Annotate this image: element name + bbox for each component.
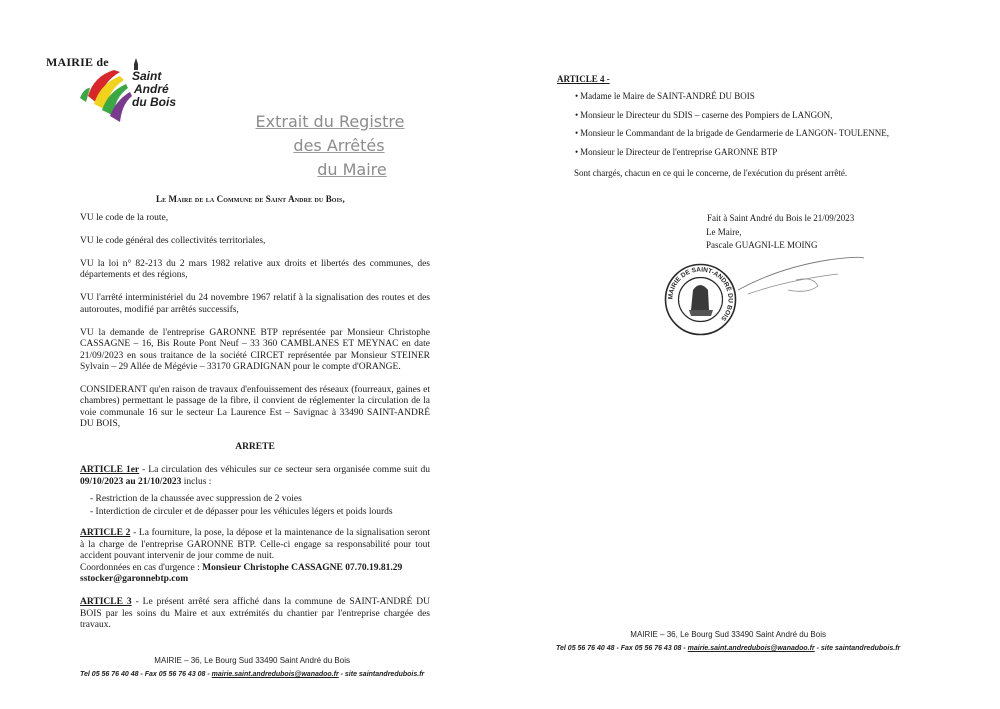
right-footer (556, 628, 900, 656)
article-1-text-end: inclus : (181, 476, 212, 487)
footer-contact (80, 668, 424, 682)
vu-clause: VU le code de la route, (80, 213, 169, 223)
footer-site: - site saintandredubois.fr (338, 671, 425, 678)
article-1-label: ARTICLE 1er (80, 465, 140, 476)
footer-address: MAIRIE – 36, Le Bourg Sud 33490 Saint André du Bois (630, 630, 826, 639)
vu-clause: VU l'arrêté interministériel du 24 novembre 1967 relatif à la signalisation des routes et des autoroutes, modifié par arrêtés successifs, (80, 293, 430, 315)
execution-clause: Sont chargés, chacun en ce qui le concerne, de l'exécution du présent arrêté. (574, 168, 848, 178)
arrete-heading: ARRETE (235, 442, 275, 453)
footer-email-link[interactable]: mairie.saint.andredubois@wanadoo.fr (687, 645, 815, 652)
signatory-role: Le Maire, (706, 226, 742, 237)
footer-contact (556, 642, 900, 656)
place-date: Fait à Saint André du Bois le 21/09/2023 (707, 213, 855, 223)
register-title-line: des Arrêtés (293, 136, 385, 155)
vu-clause: VU la loi n° 82-213 du 2 mars 1982 relative aux droits et libertés des communes, des départements et des régions, (80, 258, 430, 281)
left-footer (80, 654, 424, 682)
article-2-text: - La fourniture, la pose, la dépose et la maintenance de la signalisation seront à la charge de l'entreprise GARONNE BTP. Celle-ci engage sa responsabilité pour tout accident pouvant intervenir de jour comme de nuit. (80, 528, 430, 562)
mairie-stamp-icon (663, 262, 738, 337)
arrete-body (80, 213, 430, 643)
contact-prefix: Coordonnées en cas d'urgence : (80, 562, 203, 573)
vu-clause: VU le code général des collectivités territoriales, (80, 235, 266, 246)
logo-mairie-label: MAIRIE de (46, 55, 109, 69)
logo-town-name (132, 70, 176, 109)
recipient-item: • Monsieur le Commandant de la brigade de Gendarmerie de LANGON- TOULENNE, (575, 124, 889, 143)
article-3-label: ARTICLE 3 (80, 597, 132, 608)
article-2-contact (80, 563, 430, 575)
recipient-item: • Monsieur le Directeur de l'entreprise GARONNE BTP (575, 143, 889, 162)
logo-town-line: du Bois (132, 95, 176, 109)
restriction-item: - Interdiction de circuler et de dépasser pour les véhicules légers et poids lourds (90, 506, 393, 517)
logo-town-line: André (134, 82, 169, 96)
article-3 (80, 597, 430, 632)
article-2 (80, 528, 430, 563)
signatory-name: Pascale GUAGNI-LE MOING (706, 240, 818, 250)
register-title-line: Extrait du Registre (255, 112, 405, 131)
logo-town-line: Saint (132, 69, 162, 83)
article-3-text: - Le présent arrêté sera affiché dans la commune de SAINT-ANDRÉ DU BOIS par les soins du Maire et aux extrémités du chantier par l'entreprise chargée des travaux. (80, 597, 430, 631)
right-page (500, 0, 1000, 709)
register-title-line: du Maire (317, 160, 387, 179)
contact-name: Monsieur Christophe CASSAGNE 07.70.19.81.29 (202, 562, 403, 573)
register-title (240, 110, 420, 182)
article-2-label: ARTICLE 2 (80, 528, 131, 539)
vu-clause: VU la demande de l'entreprise GARONNE BTP représentée par Monsieur Christophe CASSAGNE – 16, Bis Route Pont Neuf – 33 360 CAMBLANES ET MEYNAC en date 21/09/2023 en sous traitance de la société CIRCET représentée par Monsieur STEINER Sylvain – 29 Allée de Mégévie – 33170 GRADIGNAN pour le compte d'ORANGE. (80, 327, 430, 373)
footer-site: - site saintandredubois.fr (814, 645, 901, 652)
footer-address: MAIRIE – 36, Le Bourg Sud 33490 Saint André du Bois (154, 656, 350, 665)
recipient-item: • Madame le Maire de SAINT-ANDRÉ DU BOIS (575, 87, 889, 106)
article-1 (80, 465, 430, 488)
article-4-label: ARTICLE 4 - (557, 74, 610, 84)
article-1-restrictions (80, 494, 430, 518)
footer-phone-fax: Tel 05 56 76 40 48 - Fax 05 56 76 43 08 - (556, 645, 688, 652)
restriction-item: - Restriction de la chaussée avec suppression de 2 voies (90, 494, 302, 505)
recipient-item: • Monsieur le Directeur du SDIS – caserne des Pompiers de LANGON, (575, 106, 889, 125)
article-1-text: - La circulation des véhicules sur ce secteur sera organisée comme suit du (139, 465, 431, 476)
stamp-text: MAIRIE DE SAINT-ANDRÉ DU BOIS (667, 266, 734, 322)
contact-email: sstocker@garonnebtp.com (80, 574, 189, 585)
article-1-dates: 09/10/2023 au 21/10/2023 (80, 476, 182, 487)
mayor-heading: Le Maire de la Commune de Saint Andre du Bois, (156, 194, 345, 204)
handwritten-signature-icon (718, 250, 868, 305)
considerant-clause: CONSIDERANT qu'en raison de travaux d'enfouissement des réseaux (fourreaux, gaines et chambres) permettant le passage de la fibre, il convient de réglementer la circulation de la voie communale 16 sur le secteur La Laurence Est – Savignac à 33490 SAINT-ANDRÉ DU BOIS, (80, 384, 430, 430)
footer-email-link[interactable]: mairie.saint.andredubois@wanadoo.fr (211, 671, 339, 678)
signature-block (706, 212, 854, 253)
footer-phone-fax: Tel 05 56 76 40 48 - Fax 05 56 76 43 08 - (80, 671, 212, 678)
recipients-list (575, 87, 889, 161)
